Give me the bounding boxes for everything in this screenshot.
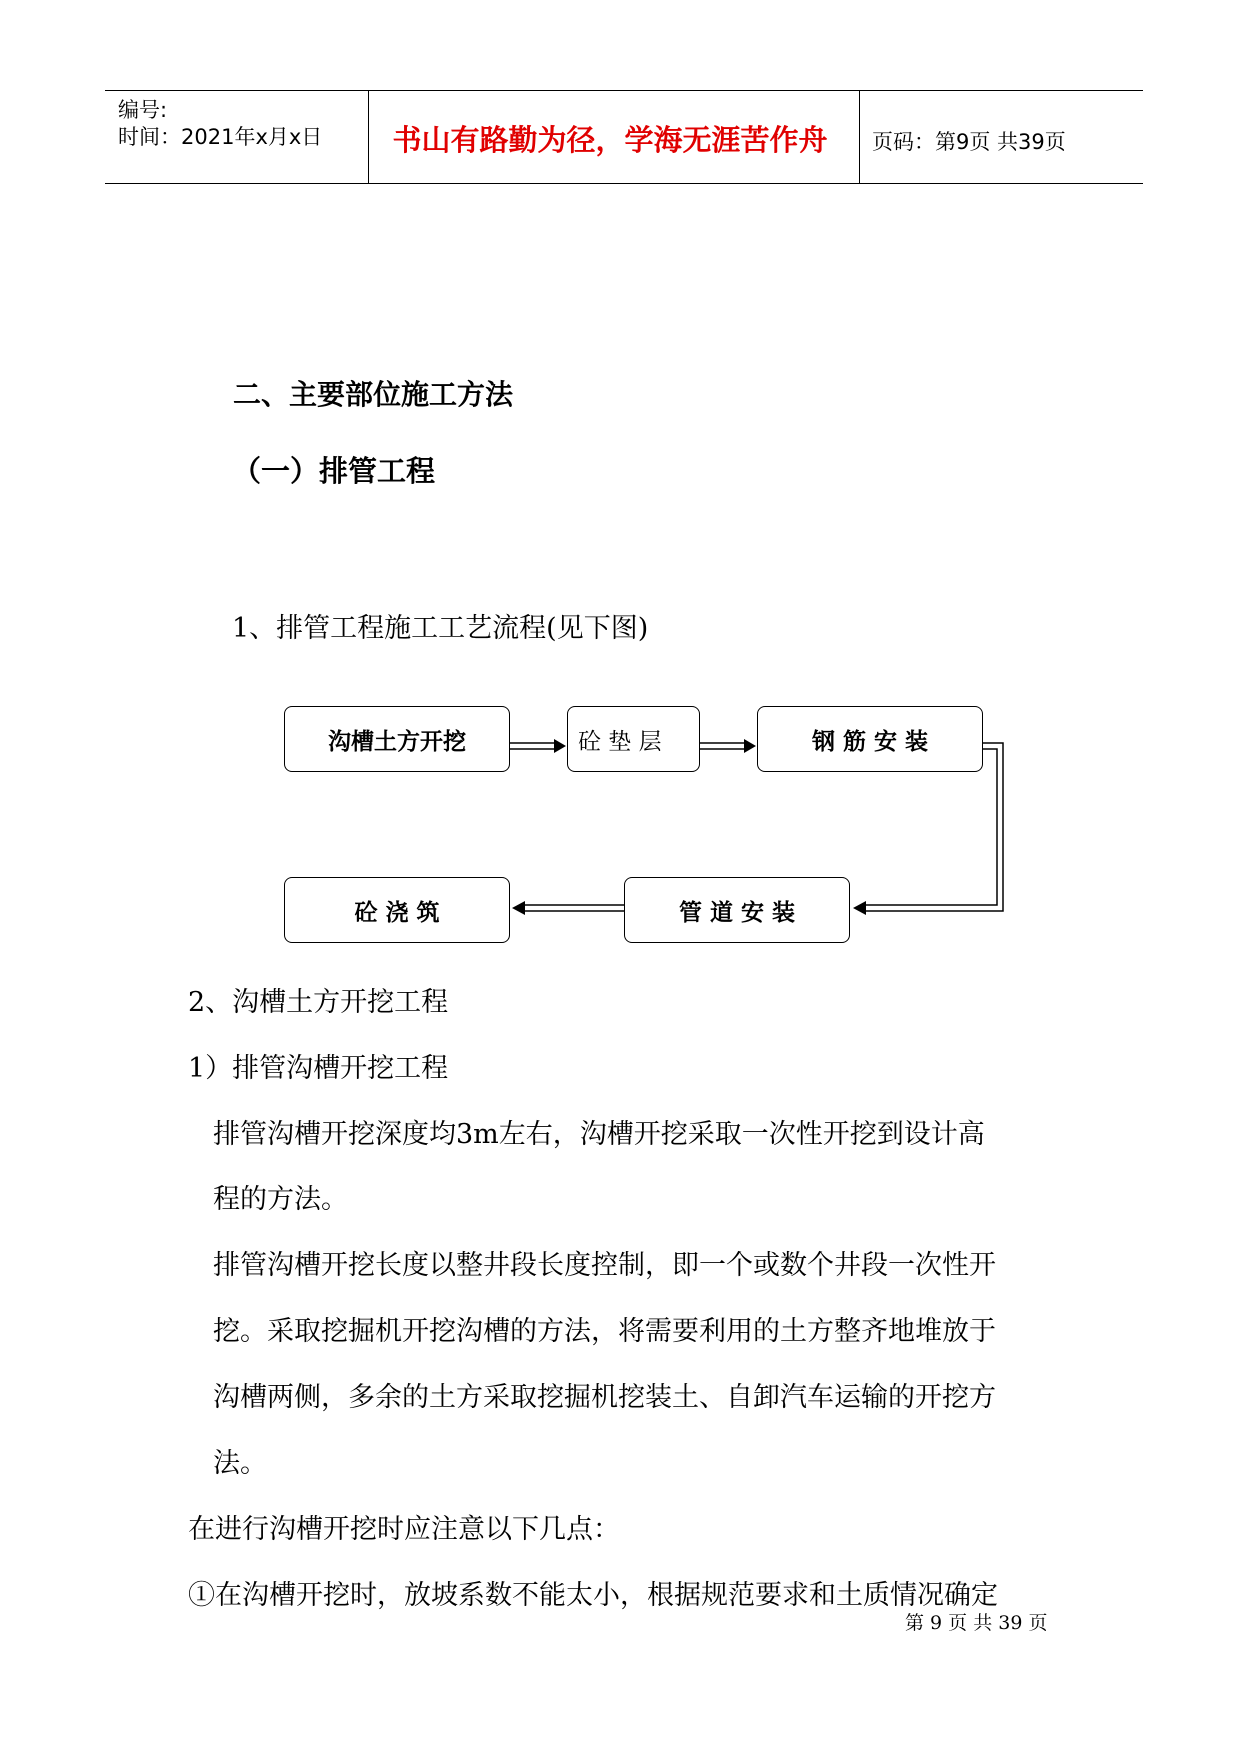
page-info: 页码：第9页 共39页 [872,130,1066,154]
item2-1-title: 1）排管沟槽开挖工程 [188,1053,449,1084]
para2-line4: 法。 [213,1448,267,1479]
page-footer: 第 9 页 共 39 页 [905,1612,1048,1634]
subsection-title: （一）排管工程 [232,454,436,488]
notes-intro: 在进行沟槽开挖时应注意以下几点： [188,1514,620,1545]
flow-box-concrete-cushion: 砼 垫 层 [567,706,700,772]
section-title: 二、主要部位施工方法 [233,378,514,411]
header-motto: 书山有路勤为径，学海无涯苦作舟 [392,123,828,157]
date-label: 时间：2021年x月x日 [118,125,323,149]
note1-line1: ①在沟槽开挖时，放坡系数不能太小，根据规范要求和土质情况确定 [188,1580,998,1611]
para2-line3: 沟槽两侧，多余的土方采取挖掘机挖装土、自卸汽车运输的开挖方 [213,1382,996,1413]
item2-title: 2、沟槽土方开挖工程 [188,987,449,1018]
serial-label: 编号: [118,98,168,122]
para1-line2: 程的方法。 [213,1184,348,1215]
flow-box-rebar-installation: 钢 筋 安 装 [757,706,983,772]
item1-title: 1、排管工程施工工艺流程(见下图) [232,613,649,644]
para1-line1: 排管沟槽开挖深度均3m左右，沟槽开挖采取一次性开挖到设计高 [213,1119,985,1150]
flow-box-pipe-installation: 管 道 安 装 [624,877,850,943]
flow-box-concrete-pouring: 砼 浇 筑 [284,877,510,943]
para2-line2: 挖。采取挖掘机开挖沟槽的方法，将需要利用的土方整齐地堆放于 [213,1316,996,1347]
flow-box-trench-excavation: 沟槽土方开挖 [284,706,510,772]
para2-line1: 排管沟槽开挖长度以整井段长度控制，即一个或数个井段一次性开 [213,1250,996,1281]
